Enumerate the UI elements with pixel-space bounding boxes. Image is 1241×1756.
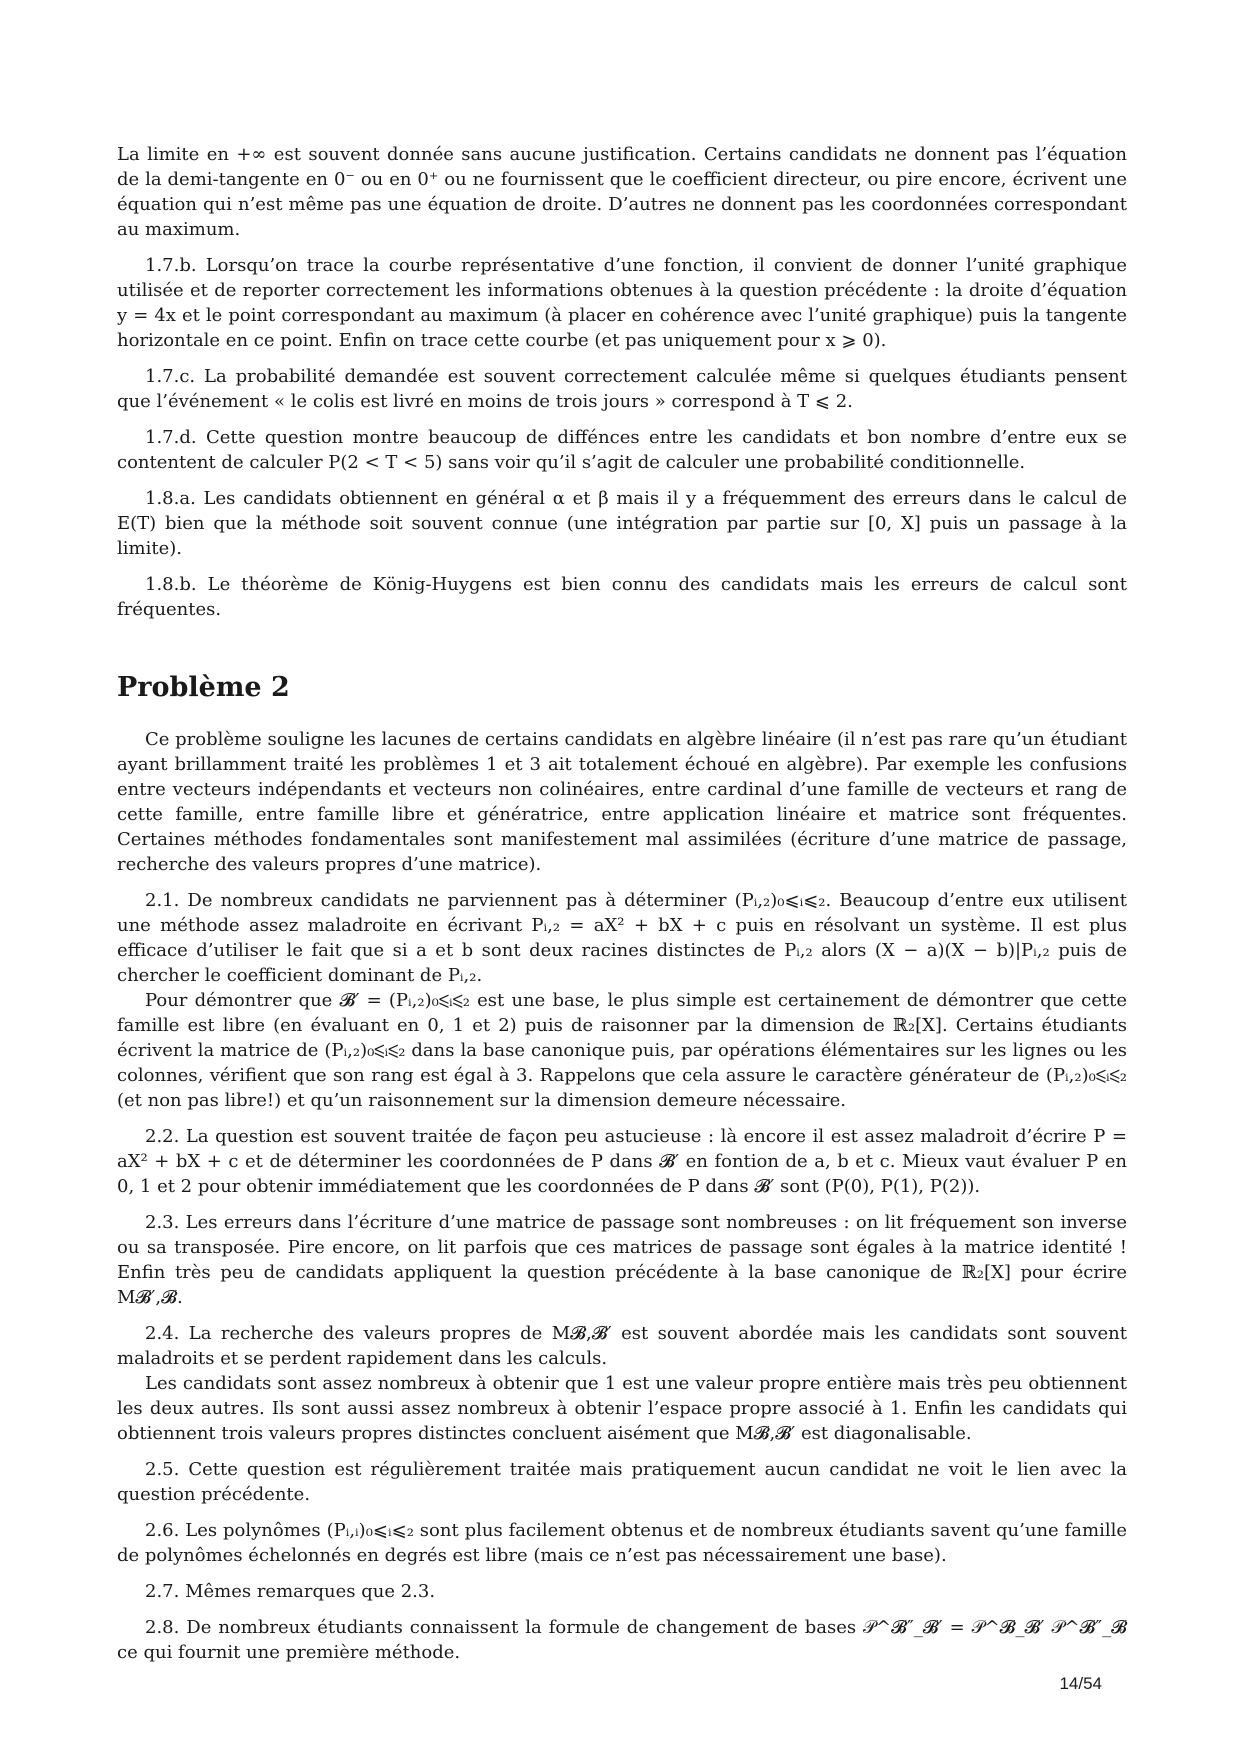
paragraph-1-8-a: 1.8.a. Les candidats obtiennent en général α et β mais il y a fréquemment des erreurs dans le calcul de E(T) bien que la méthode soit souvent connue (une intégration par partie sur [0, X] puis un passage à la limite). [117, 488, 1127, 559]
paragraph-2-8: 2.8. De nombreux étudiants connaissent la formule de changement de bases 𝒫^𝓑″_𝓑′ = 𝒫^𝓑_𝓑′ 𝒫^𝓑″_𝓑 ce qui fournit une première méthode. [117, 1617, 1127, 1663]
paragraph-2-2: 2.2. La question est souvent traitée de façon peu astucieuse : là encore il est assez maladroit d’écrire P = aX² + bX + c et de déterminer les coordonnées de P dans 𝓑′ en fontion de a, b et c. Mieux vaut évaluer P en 0, 1 et 2 pour obtenir immédiatement que les coordonnées de P dans 𝓑′ sont (P(0), P(1), P(2)). [117, 1126, 1127, 1197]
paragraph-1-7-d: 1.7.d. Cette question montre beaucoup de diffénces entre les candidats et bon nombre d’entre eux se contentent de calculer P(2 < T < 5) sans voir qu’il s’agit de calculer une probabilité conditionnelle. [117, 427, 1127, 473]
paragraph-1-7-b: 1.7.b. Lorsqu’on trace la courbe représentative d’une fonction, il convient de donner l’unité graphique utilisée et de reporter correctement les informations obtenues à la question précédente : la droite d’équation y = 4x et le point correspondant au maximum (à placer en cohérence avec l’unité graphique) puis la tangente horizontale en ce point. Enfin on trace cette courbe (et pas uniquement pour x ⩾ 0). [117, 255, 1127, 351]
paragraph-1-8-b: 1.8.b. Le théorème de König-Huygens est bien connu des candidats mais les erreurs de calcul sont fréquentes. [117, 574, 1127, 620]
paragraph-2-1: 2.1. De nombreux candidats ne parviennent pas à déterminer (Pᵢ,₂)₀⩽ᵢ⩽₂. Beaucoup d’entre eux utilisent une méthode assez maladroite en écrivant Pᵢ,₂ = aX² + bX + c puis en résolvant un système. Il est plus efficace d’utiliser le fait que si a et b sont deux racines distinctes de Pᵢ,₂ alors (X − a)(X − b)|Pᵢ,₂ puis de chercher le coefficient dominant de Pᵢ,₂. [117, 890, 1127, 986]
paragraph-2-7: 2.7. Mêmes remarques que 2.3. [145, 1581, 436, 1602]
paragraph-2-1-base: Pour démontrer que 𝓑′ = (Pᵢ,₂)₀⩽ᵢ⩽₂ est une base, le plus simple est certainement de démontrer que cette famille est libre (en évaluant en 0, 1 et 2) puis de raisonner par la dimension de ℝ₂[X]. Certains étudiants écrivent la matrice de (Pᵢ,₂)₀⩽ᵢ⩽₂ dans la base canonique puis, par opérations élémentaires sur les lignes ou les colonnes, vérifient que son rang est égal à 3. Rappelons que cela assure le caractère générateur de (Pᵢ,₂)₀⩽ᵢ⩽₂ (et non pas libre!) et qu’un raisonnement sur la dimension demeure nécessaire. [117, 990, 1127, 1111]
paragraph-2-3: 2.3. Les erreurs dans l’écriture d’une matrice de passage sont nombreuses : on lit fréquement son inverse ou sa transposée. Pire encore, on lit parfois que ces matrices de passage sont égales à la matrice identité ! Enfin très peu de candidats appliquent la question précédente à la base canonique de ℝ₂[X] pour écrire M𝓑′,𝓑. [117, 1212, 1127, 1308]
paragraph-1-7-c: 1.7.c. La probabilité demandée est souvent correctement calculée même si quelques étudiants pensent que l’événement « le colis est livré en moins de trois jours » correspond à T ⩽ 2. [117, 366, 1127, 412]
page-number: 14/54 [1059, 1674, 1102, 1693]
document-page [117, 142, 1127, 1676]
paragraph-2-4-continued: Les candidats sont assez nombreux à obtenir que 1 est une valeur propre entière mais très peu obtiennent les deux autres. Ils sont aussi assez nombreux à obtenir l’espace propre associé à 1. Enfin les candidats qui obtiennent trois valeurs propres distinctes concluent aisément que M𝓑,𝓑′ est diagonalisable. [117, 1373, 1127, 1444]
paragraph-2-5: 2.5. Cette question est régulièrement traitée mais pratiquement aucun candidat ne voit le lien avec la question précédente. [117, 1459, 1127, 1505]
paragraph-problem-2-intro: Ce problème souligne les lacunes de certains candidats en algèbre linéaire (il n’est pas rare qu’un étudiant ayant brillamment traité les problèmes 1 et 3 ait totalement échoué en algèbre). Par exemple les confusions entre vecteurs indépendants et vecteurs non colinéaires, entre cardinal d’une famille de vecteurs et rang de cette famille, entre famille libre et génératrice, entre application linéaire et matrice sont fréquentes. Certaines méthodes fondamentales sont manifestement mal assimilées (écriture d’une matrice de passage, recherche des valeurs propres d’une matrice). [117, 729, 1127, 875]
paragraph-2-6: 2.6. Les polynômes (Pᵢ,ᵢ)₀⩽ᵢ⩽₂ sont plus facilement obtenus et de nombreux étudiants savent qu’une famille de polynômes échelonnés en degrés est libre (mais ce n’est pas nécessairement une base). [117, 1520, 1127, 1566]
paragraph-limit: La limite en +∞ est souvent donnée sans aucune justification. Certains candidats ne donnent pas l’équation de la demi-tangente en 0⁻ ou en 0⁺ ou ne fournissent que le coefficient directeur, ou pire encore, écrivent une équation qui n’est même pas une équation de droite. D’autres ne donnent pas les coordonnées correspondant au maximum. [117, 144, 1127, 240]
paragraph-2-4: 2.4. La recherche des valeurs propres de M𝓑,𝓑′ est souvent abordée mais les candidats sont souvent maladroits et se perdent rapidement dans les calculs. [117, 1323, 1127, 1369]
section-heading: Problème 2 [117, 672, 290, 703]
